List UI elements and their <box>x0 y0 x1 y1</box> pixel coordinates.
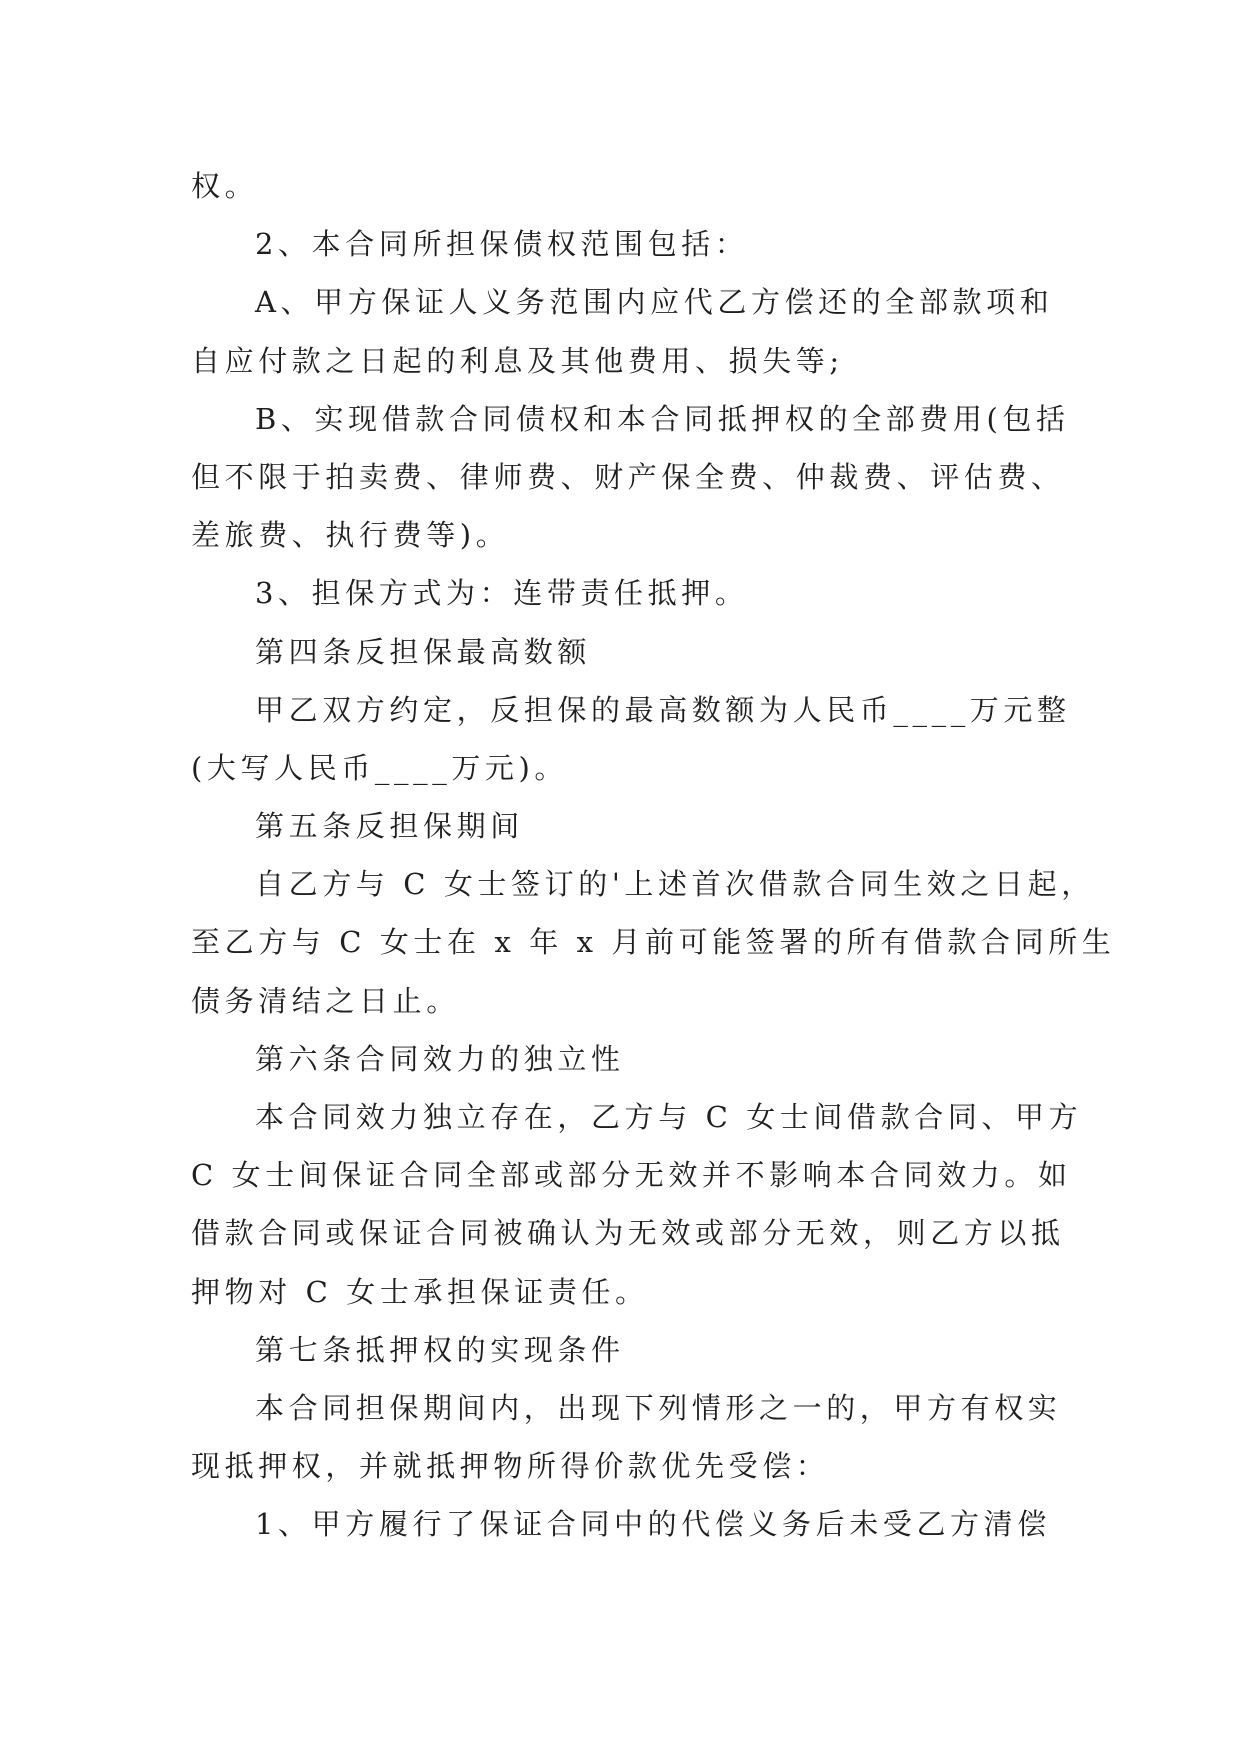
section-heading: 第六条合同效力的独立性 <box>255 1041 625 1076</box>
text-line: 1、甲方履行了保证合同中的代偿义务后未受乙方清偿 <box>255 1507 1051 1542</box>
text-line: 本合同效力独立存在，乙方与 C 女士间借款合同、甲方 <box>255 1100 1083 1134</box>
section-heading: 第四条反担保最高数额 <box>255 634 592 669</box>
text-line: 债务清结之日止。 <box>191 983 460 1018</box>
text-line: 押物对 C 女士承担保证责任。 <box>191 1274 649 1309</box>
section-heading: 第七条抵押权的实现条件 <box>255 1332 625 1367</box>
text-line: 但不限于拍卖费、律师费、财产保全费、仲裁费、评估费、 <box>191 459 1065 494</box>
text-line: 至乙方与 C 女士在 x 年 x 月前可能签署的所有借款合同所生 <box>191 925 1116 960</box>
section-heading: 第五条反担保期间 <box>255 809 524 844</box>
document-body <box>191 157 1116 1554</box>
text-line: 借款合同或保证合同被确认为无效或部分无效，则乙方以抵 <box>191 1216 1065 1251</box>
text-line: 自应付款之日起的利息及其他费用、损失等; <box>191 343 844 378</box>
text-line: A、甲方保证人义务范围内应代乙方偿还的全部款项和 <box>255 285 1054 320</box>
text-line: 现抵押权，并就抵押物所得价款优先受偿： <box>191 1449 830 1484</box>
text-line: 权。 <box>191 169 259 203</box>
text-line: 2、本合同所担保债权范围包括： <box>255 227 749 262</box>
text-line: 自乙方与 C 女士签订的'上述首次借款合同生效之日起， <box>255 867 1095 902</box>
text-line: C 女士间保证合同全部或部分无效并不影响本合同效力。如 <box>191 1158 1072 1193</box>
text-line: 甲乙双方约定，反担保的最高数额为人民币____万元整 <box>255 692 1071 727</box>
text-line: 本合同担保期间内，出现下列情形之一的，甲方有权实 <box>255 1390 1062 1425</box>
text-line: 差旅费、执行费等)。 <box>191 518 510 553</box>
text-line: (大写人民币____万元)。 <box>191 750 569 785</box>
text-line: 3、担保方式为：连带责任抵押。 <box>255 576 749 611</box>
text-line: B、实现借款合同债权和本合同抵押权的全部费用(包括 <box>255 401 1070 436</box>
